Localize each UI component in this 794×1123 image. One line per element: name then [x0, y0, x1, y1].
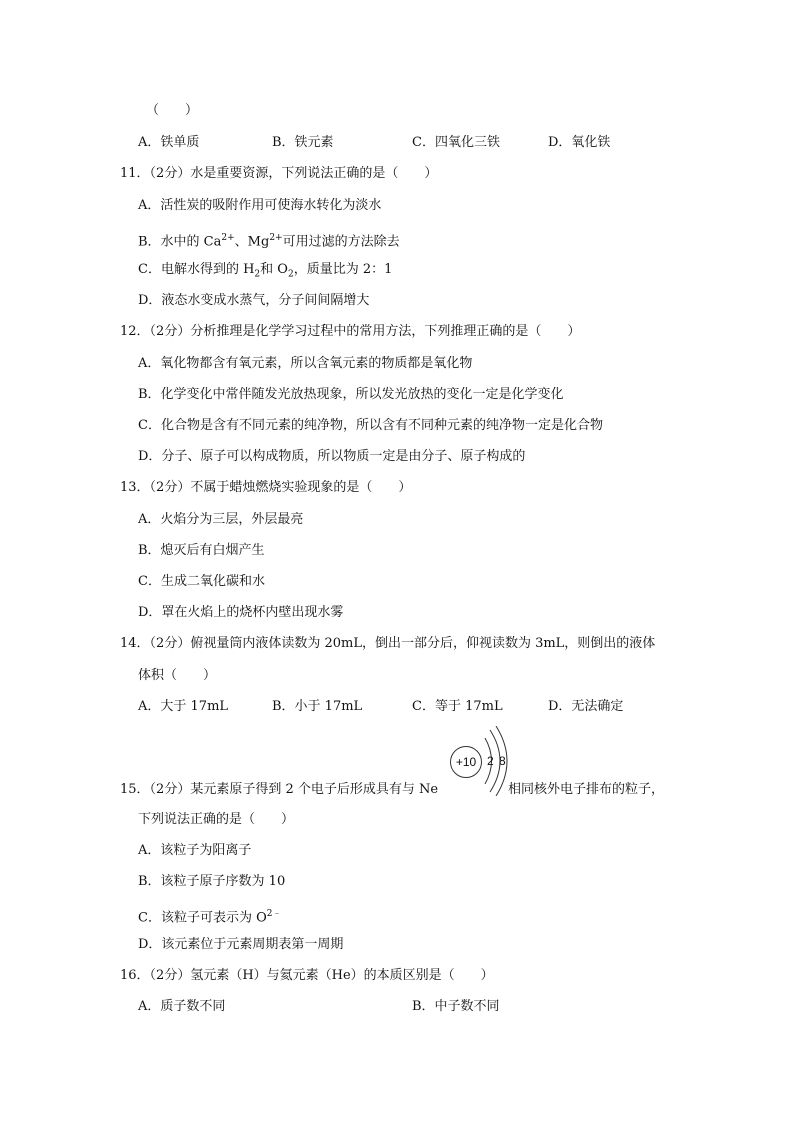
q10-option-a: A．铁单质	[138, 135, 200, 150]
q13-option-b: B．熄灭后有白烟产生	[138, 543, 265, 558]
q10-option-d: D．氧化铁	[548, 135, 611, 150]
q15-option-a: A．该粒子为阳离子	[138, 843, 252, 858]
q14-stem: 14．（2分）俯视量筒内液体读数为 20mL，倒出一部分后，仰视读数为 3mL，则倒出的液体	[120, 636, 656, 651]
q11-option-d: D．液态水变成水蒸气，分子间间隔增大	[138, 293, 370, 308]
q16-option-b: B．中子数不同	[412, 999, 500, 1014]
q12-option-a: A．氧化物都含有氧元素，所以含氧元素的物质都是氧化物	[138, 356, 473, 371]
q15-stem-end: 相同核外电子排布的粒子，	[508, 782, 665, 797]
q15-option-b: B．该粒子原子序数为 10	[138, 874, 286, 889]
q10-option-c: C．四氧化三铁	[412, 135, 500, 150]
q15-stem-continued: 下列说法正确的是（ ）	[138, 812, 295, 827]
q11-option-a: A．活性炭的吸附作用可使海水转化为淡水	[138, 198, 382, 213]
q12-option-d: D．分子、原子可以构成物质，所以物质一定是由分子、原子构成的	[138, 449, 526, 464]
q14-stem-continued: 体积（ ）	[138, 668, 217, 683]
q13-option-a: A．火焰分为三层，外层最亮	[138, 512, 304, 527]
q14-option-d: D．无法确定	[548, 699, 624, 714]
shell-1-electrons: 2	[487, 754, 494, 768]
neon-atom-structure-diagram	[440, 726, 510, 796]
q10-option-b: B．铁元素	[272, 135, 334, 150]
q13-option-c: C．生成二氧化碳和水	[138, 574, 265, 589]
q12-stem: 12．（2分）分析推理是化学学习过程中的常用方法，下列推理正确的是（ ）	[120, 324, 581, 339]
q16-option-a: A．质子数不同	[138, 999, 226, 1014]
q15-option-d: D．该元素位于元素周期表第一周期	[138, 937, 344, 952]
q15-stem: 15．（2分）某元素原子得到 2 个电子后形成具有与 Ne	[120, 782, 439, 797]
q13-stem: 13．（2分）不属于蜡烛燃烧实验现象的是（ ）	[120, 480, 412, 495]
q11-stem: 11．（2分）水是重要资源，下列说法正确的是（ ）	[120, 166, 438, 181]
q11-option-b: B．水中的 $Ca^{2+}$、$Mg^{2+}$可用过滤的方法除去	[138, 233, 400, 250]
q14-option-c: C．等于 17mL	[412, 699, 503, 714]
q12-option-c: C．化合物是含有不同元素的纯净物，所以含有不同种元素的纯净物一定是化合物	[138, 418, 603, 433]
q16-stem: 16．（2分）氢元素（H）与氦元素（He）的本质区别是（ ）	[120, 968, 494, 983]
q10-bracket: （ ）	[146, 103, 199, 118]
q14-option-b: B．小于 17mL	[272, 699, 363, 714]
q11-option-c: C．电解水得到的 $H_2$和 $O_2$，质量比为 2：1	[138, 262, 393, 280]
nucleus: +10	[450, 746, 482, 778]
shell-2-electrons: 8	[499, 754, 506, 768]
q12-option-b: B．化学变化中常伴随发光放热现象，所以发光放热的变化一定是化学变化	[138, 387, 564, 402]
q14-option-a: A．大于 17mL	[138, 699, 229, 714]
q15-option-c: C．该粒子可表示为 $O^{2﹣}$	[138, 909, 282, 926]
q13-option-d: D．罩在火焰上的烧杯内壁出现水雾	[138, 605, 344, 620]
